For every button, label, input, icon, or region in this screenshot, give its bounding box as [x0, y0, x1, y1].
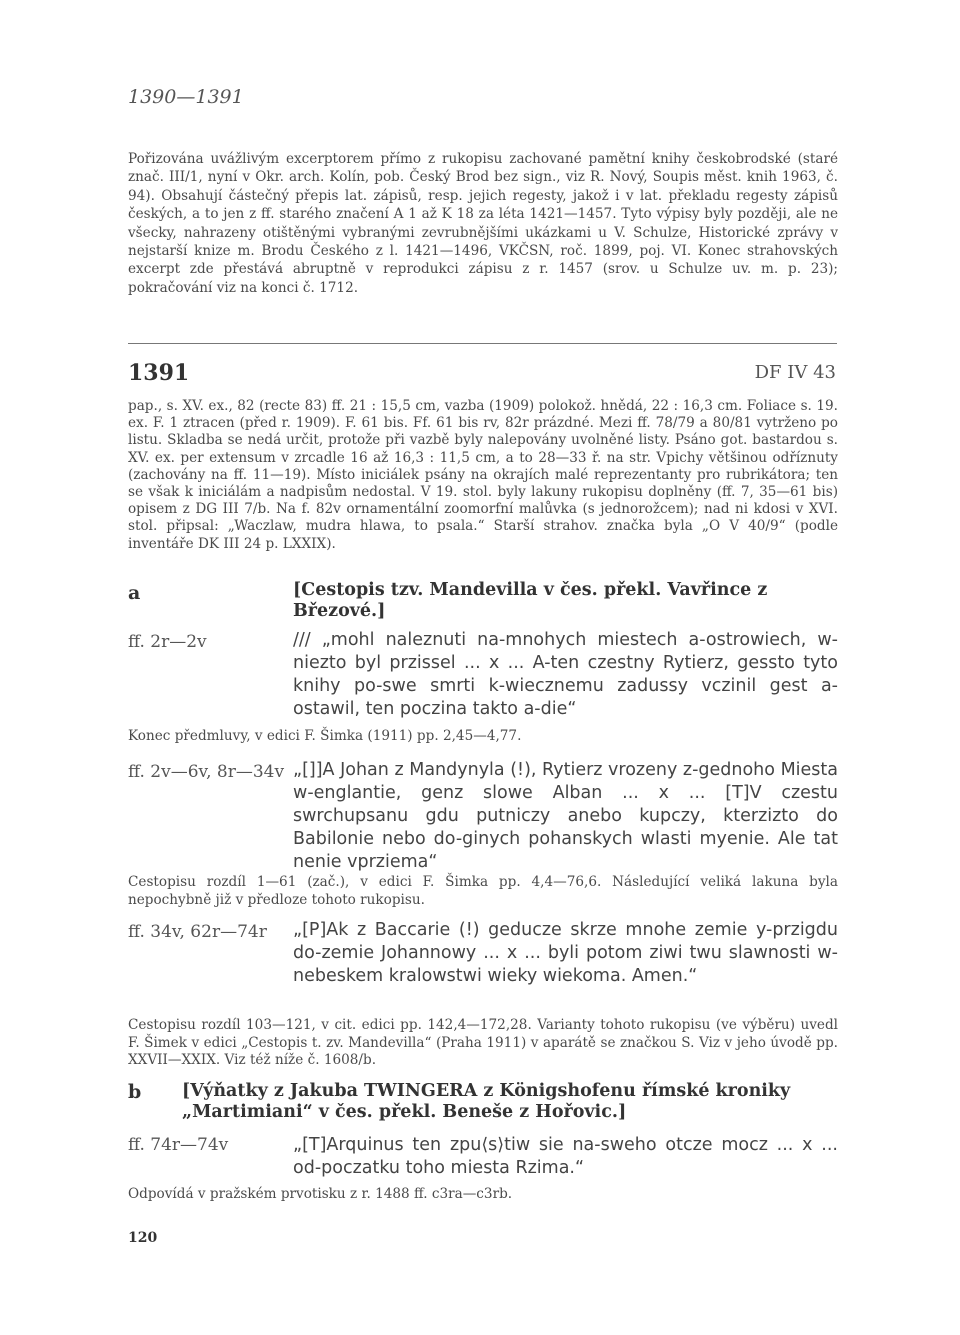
folio-range-4: ff. 74r—74v [128, 1135, 229, 1155]
excerpt-1-note: Konec předmluvy, v edici F. Šimka (1911) pp. 2,45—4,77. [128, 728, 522, 744]
excerpt-3-text: „[P]Ak z Baccarie (!) geducze skrze mnohe zemie y-przigdu do-zemie Johannowy ... x ... byli potom ziwi twu slawnosti w-nebeskem kralowstwi wieky wiekoma. Amen.“ [293, 920, 838, 986]
folio-range-3: ff. 34v, 62r—74r [128, 922, 267, 942]
section-divider [128, 343, 837, 344]
intro-paragraph: Pořizována uvážlivým excerptorem přímo z rukopisu zachované pamětní knihy českobrodské (staré znač. III/1, nyní v Okr. arch. Kolín, pob. Český Brod bez sign., viz R. Nový, Soupis měst. knih 1963, č. 94). Obsahují částečný přepis lat. zápisů, resp. jejich regesty, jakož i v lat. překladu regesty zápisů českých, a to jen z ff. starého značení A 1 až K 18 za léta 1421—1457. Tyto výpisy byly později, ale ne všecky, nahrazeny otištěnými vybranými zevrubnějšími ukázkami u V. Schulze, Historické zprávy v nejstarší knize m. Brodu Českého z l. 1421—1496, VKČSN, roč. 1899, poj. VI. Konec strahovských excerpt zde přestává abruptně v reprodukci zápisu z r. 1457 (srov. u Schulze uv. m. p. 23); pokračování viz na konci č. 1712. [128, 151, 838, 296]
excerpt-1-text: /// „mohl naleznuti na-mnohych miestech a-ostrowiech, w-niezto byl przissel ... x ... A-ten czestny Rytierz, gessto tyto knihy po-swe smrti k-wiecznemu zadussy vczinil gest a-ostawil, ten poczina takto a-die“ [293, 630, 838, 719]
excerpt-2-text: „[]]A Johan z Mandynyla (!), Rytierz vrozeny z-gednoho Miesta w-englantie, genz slowe Alban ... x ... [T]V czestu swrchupsanu gdu putniczy anebo kupczy, kterzizto do Babilonie nebo do-ginych pohanskych wlasti myenie. Ale tat nenie vprziema“ [293, 760, 838, 872]
section-a-title: [Cestopis tzv. Mandevilla v čes. překl. Vavřince z Březové.] [293, 580, 768, 621]
manuscript-description: pap., s. XV. ex., 82 (recte 83) ff. 21 : 15,5 cm, vazba (1909) polokož. hnědá, 22 : 16,3 cm. Foliace s. 19. ex. F. 1 ztracen (před r. 1909). F. 61 bis. Ff. 61 bis rv, 82r prázdné. Mezi ff. 78/79 a 80/81 vytrženo po listu. Skladba se nedá určit, protože při vazbě byly nalepovány uvolněné listy. Psáno got. bastardou s. XV. ex. per extensum v zrcadle 16 až 16,3 : 11,5 cm, a to 28—33 ř. na str. Vpichy většinou odříznuty (zachovány na ff. 11—19). Místo iniciálek psány na okrajích malé reprezentanty pro rubrikátora; ten se však k iniciálám a nadpisům nedostal. V 19. stol. byly lakuny rukopisu doplněny (ff. 7, 35—61 bis) opisem z DG III 7/b. Na f. 82v ornamentální zoomorfní malůvka (s jednorožcem); nad ni kdosi v XVI. stol. připsal: „Waczlaw, mudra hlawa, to psala.“ Starší strahov. značka byla „O V 40/9“ (podle inventáře DK III 24 p. LXXIX). [128, 398, 838, 552]
running-head: 1390—1391 [128, 86, 244, 108]
shelfmark: DF IV 43 [754, 362, 836, 383]
page-number: 120 [128, 1230, 158, 1246]
excerpt-3-note: Cestopisu rozdíl 103—121, v cit. edici pp. 142,4—172,28. Varianty tohoto rukopisu (ve výběru) uvedl F. Šimek v edici „Cestopis t. zv. Mandevilla“ (Praha 1911) v aparátě se značkou S. Viz v jeho úvodě pp. XXVII—XXIX. Viz též níže č. 1608/b. [128, 1017, 838, 1069]
excerpt-4-note: Odpovídá v pražském prvotisku z r. 1488 ff. c3ra—c3rb. [128, 1186, 513, 1202]
folio-range-1: ff. 2r—2v [128, 632, 207, 652]
folio-range-2: ff. 2v—6v, 8r—34v [128, 762, 285, 782]
excerpt-4-text: „[T]Arquinus ten zpu⟨s⟩tiw sie na-sweho otcze mocz ... x ... od-poczatku toho miesta Rzima.“ [293, 1135, 838, 1178]
section-b-title: [Výňatky z Jakuba TWINGERA z Königshofenu římské kroniky „Martimiani“ v čes. překl. Beneše z Hořovic.] [182, 1081, 791, 1122]
excerpt-2-note: Cestopisu rozdíl 1—61 (zač.), v edici F. Šimka pp. 4,4—76,6. Následující veliká lakuna byla nepochybně již v předloze tohoto rukopisu. [128, 874, 838, 908]
section-a-letter: a [128, 582, 141, 604]
section-b-letter: b [128, 1081, 142, 1103]
entry-number: 1391 [128, 360, 190, 386]
